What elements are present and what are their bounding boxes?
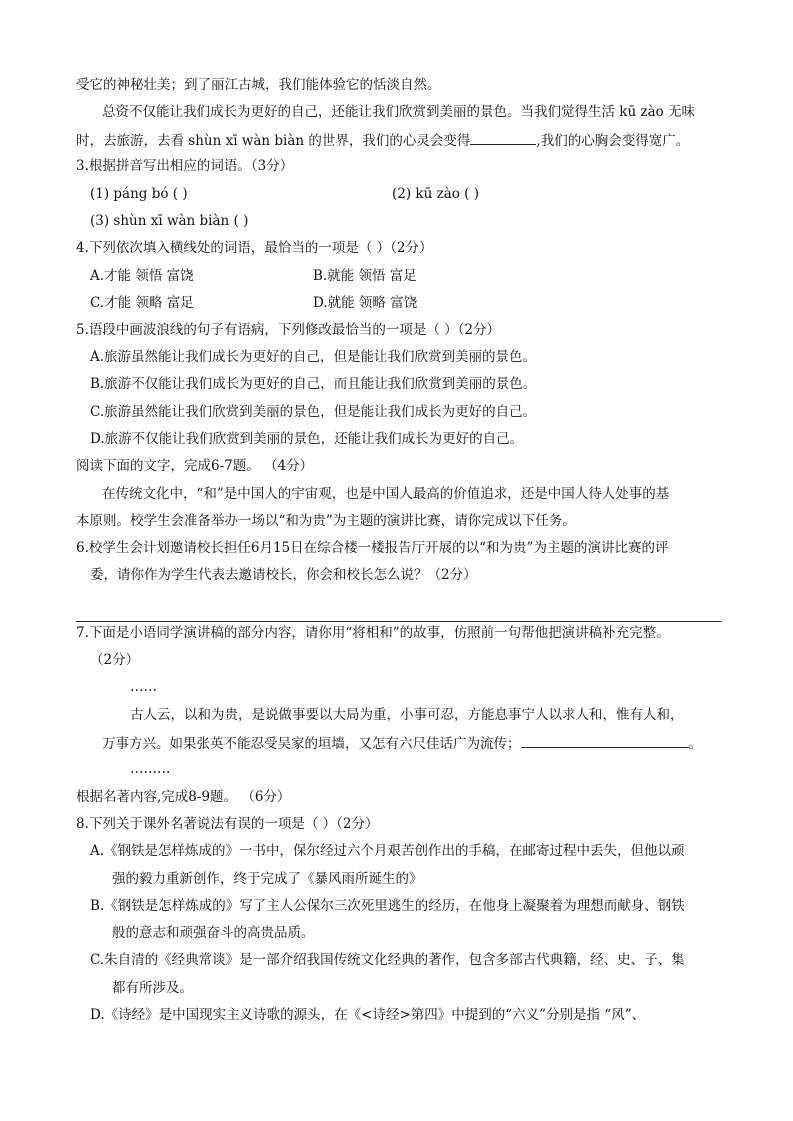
question-3-item-3: (3) shùn xī wàn biàn ( ) xyxy=(90,213,249,229)
fill-blank xyxy=(521,733,689,748)
question-7-stem: 7.下面是小语同学演讲稿的部分内容，请你用“将相和”的故事，仿照前一句帮他把演讲稿补充完整。 xyxy=(76,625,670,641)
question-8-option-c: C.朱自清的《经典常谈》是一部介绍我国传统文化经典的著作，包含多部古代典籍，经、史、子、集 xyxy=(90,952,685,968)
reading-intro: 阅读下面的文字，完成6-7题。 （4分） xyxy=(76,458,314,474)
question-3-item-2: (2) kū zào ( ) xyxy=(392,186,479,202)
paragraph-text: ,我们的心胸会变得宽广。 xyxy=(536,133,690,149)
speech-line xyxy=(102,733,702,753)
question-8-stem: 8.下列关于课外名著说法有误的一项是（ ）（2分） xyxy=(76,816,379,832)
question-8-option-a: A.《钢铁是怎样炼成的》一书中，保尔经过六个月艰苦创作出的手稿，在邮寄过程中丢失，但他以顽 xyxy=(90,843,685,859)
question-4-stem: 4.下列依次填入横线处的词语，最恰当的一项是（ ）（2分） xyxy=(76,240,433,256)
paragraph-line: 总资不仅能让我们成长为更好的自己，还能让我们欣赏到美丽的景色。当我们觉得生活 kū zào 无味 xyxy=(102,104,696,120)
question-3-item-1: (1) páng bó ( ) xyxy=(90,186,188,202)
ellipsis: ……… xyxy=(130,761,171,777)
question-6-stem: 委，请你作为学生代表去邀请校长，你会和校长怎么说？（2分） xyxy=(90,567,477,583)
question-8-option-a-cont: 强的毅力重新创作，终于完成了《暴风雨所诞生的》 xyxy=(112,871,423,887)
paragraph-line xyxy=(76,130,689,150)
fill-blank xyxy=(470,130,536,145)
question-5-option-c: C.旅游虽然能让我们欣赏到美丽的景色，但是能让我们成长为更好的自己。 xyxy=(90,404,537,420)
question-8-option-c-cont: 都有所涉及。 xyxy=(112,980,193,996)
answer-line xyxy=(76,621,721,622)
speech-line: 古人云，以和为贵，是说做事要以大局为重，小事可忍，方能息事宁人以求人和，惟有人和， xyxy=(130,707,684,723)
question-4-option-b: B.就能 领悟 富足 xyxy=(313,268,417,284)
paragraph-line: 受它的神秘壮美；到了丽江古城，我们能体验它的恬淡自然。 xyxy=(76,77,441,93)
question-8-option-b: B.《钢铁是怎样炼成的》写了主人公保尔三次死里逃生的经历，在他身上凝聚着为理想而献身、钢铁 xyxy=(90,898,685,914)
speech-text: 万事方兴。如果张英不能忍受吴家的垣墙，又怎有六尺佳话广为流传； xyxy=(102,736,521,752)
reading-paragraph-line: 在传统文化中，“和”是中国人的宇宙观，也是中国人最高的价值追求，还是中国人待人处事的基 xyxy=(102,486,670,502)
question-8-option-b-cont: 般的意志和顽强奋斗的高贵品质。 xyxy=(112,925,315,941)
question-4-option-d: D.就能 领略 富饶 xyxy=(313,295,418,311)
question-5-option-b: B.旅游不仅能让我们成长为更好的自己，而且能让我们欣赏到美丽的景色。 xyxy=(90,376,537,392)
speech-text: 。 xyxy=(688,736,702,752)
question-4-option-a: A.才能 领悟 富饶 xyxy=(90,268,194,284)
question-5-option-a: A.旅游虽然能让我们成长为更好的自己，但是能让我们欣赏到美丽的景色。 xyxy=(90,349,537,365)
question-3-stem: 3.根据拼音写出相应的词语。（3分） xyxy=(76,158,294,174)
reading-paragraph-line: 本原则。校学生会准备举办一场以“和为贵”为主题的演讲比赛，请你完成以下任务。 xyxy=(76,513,576,529)
question-7-score: （2分） xyxy=(90,652,140,668)
question-5-option-d: D.旅游不仅能让我们欣赏到美丽的景色，还能让我们成长为更好的自己。 xyxy=(90,431,524,447)
question-6-stem: 6.校学生会计划邀请校长担任6月15日在综合楼一楼报告厅开展的以“和为贵”为主题的演讲比赛的评 xyxy=(76,540,669,556)
question-8-option-d: D.《诗经》是中国现实主义诗歌的源头，在《<诗经>第四》中提到的“六义”分别是指 “风”、 xyxy=(90,1007,646,1023)
question-4-option-c: C.才能 领略 富足 xyxy=(90,295,194,311)
classics-intro: 根据名著内容,完成8-9题。 （6分） xyxy=(76,789,291,805)
ellipsis: …… xyxy=(130,679,157,695)
question-5-stem: 5.语段中画波浪线的句子有语病，下列修改最恰当的一项是（ ）（2分） xyxy=(76,322,501,338)
paragraph-text: 时，去旅游，去看 shùn xī wàn biàn 的世界，我们的心灵会变得 xyxy=(76,133,471,149)
